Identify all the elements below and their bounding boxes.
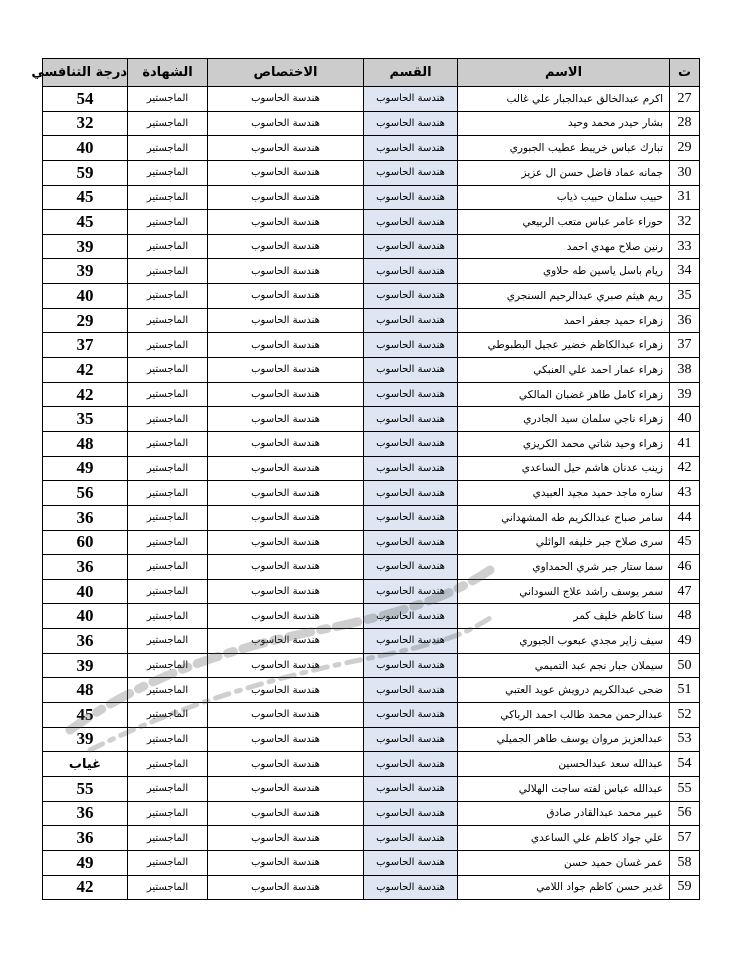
row-cert-cell: الماجستير — [128, 752, 208, 777]
row-score-cell: 56 — [43, 481, 128, 506]
row-cert-cell: الماجستير — [128, 826, 208, 851]
row-spec-cell: هندسة الحاسوب — [208, 481, 364, 506]
table-row — [43, 530, 700, 555]
table-row — [43, 826, 700, 851]
row-name-cell: زهراء عبدالكاظم خضير عجيل البطبوطي — [458, 333, 670, 358]
row-cert-cell: الماجستير — [128, 850, 208, 875]
row-dept-cell: هندسة الحاسوب — [364, 407, 458, 432]
row-cert-cell: الماجستير — [128, 234, 208, 259]
row-score-cell: 36 — [43, 505, 128, 530]
row-cert-cell: الماجستير — [128, 407, 208, 432]
row-spec-cell: هندسة الحاسوب — [208, 234, 364, 259]
row-dept-cell: هندسة الحاسوب — [364, 530, 458, 555]
row-num-cell: 45 — [670, 530, 700, 555]
row-spec-cell: هندسة الحاسوب — [208, 678, 364, 703]
row-cert-cell: الماجستير — [128, 431, 208, 456]
row-dept-cell: هندسة الحاسوب — [364, 703, 458, 728]
row-dept-cell: هندسة الحاسوب — [364, 653, 458, 678]
row-dept-cell: هندسة الحاسوب — [364, 136, 458, 161]
table-row — [43, 87, 700, 112]
table-row — [43, 234, 700, 259]
row-name-cell: ضحى عبدالكريم درويش عويد العتبي — [458, 678, 670, 703]
row-dept-cell: هندسة الحاسوب — [364, 308, 458, 333]
table-row — [43, 111, 700, 136]
row-score-cell: 35 — [43, 407, 128, 432]
row-score-cell: 45 — [43, 703, 128, 728]
row-num-cell: 40 — [670, 407, 700, 432]
row-dept-cell: هندسة الحاسوب — [364, 579, 458, 604]
row-dept-cell: هندسة الحاسوب — [364, 431, 458, 456]
row-name-cell: حوراء عامر عباس متعب الربيعي — [458, 210, 670, 235]
header-score: درجة التنافسي — [43, 59, 128, 87]
row-dept-cell: هندسة الحاسوب — [364, 284, 458, 309]
row-score-cell: 39 — [43, 653, 128, 678]
header-num: ت — [670, 59, 700, 87]
row-dept-cell: هندسة الحاسوب — [364, 111, 458, 136]
table-row — [43, 801, 700, 826]
row-num-cell: 32 — [670, 210, 700, 235]
row-num-cell: 44 — [670, 505, 700, 530]
header-dept: القسم — [364, 59, 458, 87]
row-spec-cell: هندسة الحاسوب — [208, 456, 364, 481]
row-spec-cell: هندسة الحاسوب — [208, 579, 364, 604]
row-spec-cell: هندسة الحاسوب — [208, 407, 364, 432]
table-row — [43, 333, 700, 358]
row-name-cell: ريم هيثم صبري عبدالرحيم السنجري — [458, 284, 670, 309]
table-row — [43, 185, 700, 210]
row-score-cell: 37 — [43, 333, 128, 358]
row-name-cell: عبير محمد عبدالقادر صادق — [458, 801, 670, 826]
table-row — [43, 505, 700, 530]
row-score-cell: 45 — [43, 185, 128, 210]
row-cert-cell: الماجستير — [128, 801, 208, 826]
row-score-cell: 39 — [43, 259, 128, 284]
row-num-cell: 31 — [670, 185, 700, 210]
row-spec-cell: هندسة الحاسوب — [208, 87, 364, 112]
table-row — [43, 776, 700, 801]
row-spec-cell: هندسة الحاسوب — [208, 801, 364, 826]
row-score-cell: 36 — [43, 801, 128, 826]
table-row — [43, 259, 700, 284]
table-row — [43, 653, 700, 678]
row-name-cell: سنا كاظم خليف كمر — [458, 604, 670, 629]
row-spec-cell: هندسة الحاسوب — [208, 555, 364, 580]
table-row — [43, 358, 700, 383]
row-spec-cell: هندسة الحاسوب — [208, 358, 364, 383]
row-dept-cell: هندسة الحاسوب — [364, 358, 458, 383]
row-num-cell: 27 — [670, 87, 700, 112]
row-name-cell: غدير حسن كاظم جواد اللامي — [458, 875, 670, 900]
table-row — [43, 703, 700, 728]
row-num-cell: 41 — [670, 431, 700, 456]
row-name-cell: سما ستار جبر شري الحمداوي — [458, 555, 670, 580]
row-name-cell: عبدالله عباس لفته ساجت الهلالي — [458, 776, 670, 801]
row-cert-cell: الماجستير — [128, 308, 208, 333]
row-dept-cell: هندسة الحاسوب — [364, 850, 458, 875]
row-score-cell: 36 — [43, 555, 128, 580]
row-spec-cell: هندسة الحاسوب — [208, 703, 364, 728]
row-cert-cell: الماجستير — [128, 284, 208, 309]
row-dept-cell: هندسة الحاسوب — [364, 752, 458, 777]
row-score-cell: 39 — [43, 727, 128, 752]
row-cert-cell: الماجستير — [128, 629, 208, 654]
row-dept-cell: هندسة الحاسوب — [364, 160, 458, 185]
row-cert-cell: الماجستير — [128, 604, 208, 629]
row-score-cell: 48 — [43, 431, 128, 456]
row-name-cell: سيف زاير مجدي عبعوب الجبوري — [458, 629, 670, 654]
row-score-cell: 48 — [43, 678, 128, 703]
row-dept-cell: هندسة الحاسوب — [364, 505, 458, 530]
row-score-cell: 36 — [43, 826, 128, 851]
row-dept-cell: هندسة الحاسوب — [364, 382, 458, 407]
row-num-cell: 39 — [670, 382, 700, 407]
table-row — [43, 382, 700, 407]
row-score-cell: 42 — [43, 382, 128, 407]
row-dept-cell: هندسة الحاسوب — [364, 801, 458, 826]
row-cert-cell: الماجستير — [128, 530, 208, 555]
row-name-cell: تبارك عباس خريبط عطيب الجبوري — [458, 136, 670, 161]
row-spec-cell: هندسة الحاسوب — [208, 604, 364, 629]
row-spec-cell: هندسة الحاسوب — [208, 333, 364, 358]
row-score-cell: 49 — [43, 456, 128, 481]
row-score-cell: 29 — [43, 308, 128, 333]
table-row — [43, 407, 700, 432]
row-num-cell: 53 — [670, 727, 700, 752]
row-name-cell: علي جواد كاظم علي الساعدي — [458, 826, 670, 851]
row-cert-cell: الماجستير — [128, 653, 208, 678]
row-num-cell: 34 — [670, 259, 700, 284]
row-cert-cell: الماجستير — [128, 382, 208, 407]
table-row — [43, 555, 700, 580]
row-name-cell: زهراء كامل طاهر غضبان المالكي — [458, 382, 670, 407]
table-row — [43, 284, 700, 309]
row-num-cell: 28 — [670, 111, 700, 136]
row-dept-cell: هندسة الحاسوب — [364, 456, 458, 481]
row-score-cell: 36 — [43, 629, 128, 654]
table-row — [43, 850, 700, 875]
table-row — [43, 136, 700, 161]
row-num-cell: 54 — [670, 752, 700, 777]
row-name-cell: سرى صلاح جبر خليفه الوائلي — [458, 530, 670, 555]
row-spec-cell: هندسة الحاسوب — [208, 111, 364, 136]
row-num-cell: 36 — [670, 308, 700, 333]
row-name-cell: عمر غسان حميد حسن — [458, 850, 670, 875]
row-spec-cell: هندسة الحاسوب — [208, 210, 364, 235]
row-cert-cell: الماجستير — [128, 703, 208, 728]
table-row — [43, 160, 700, 185]
table-row — [43, 481, 700, 506]
row-cert-cell: الماجستير — [128, 333, 208, 358]
row-spec-cell: هندسة الحاسوب — [208, 875, 364, 900]
row-score-cell: 45 — [43, 210, 128, 235]
row-name-cell: سمر يوسف راشد علاج السوداني — [458, 579, 670, 604]
row-num-cell: 47 — [670, 579, 700, 604]
row-num-cell: 38 — [670, 358, 700, 383]
row-cert-cell: الماجستير — [128, 185, 208, 210]
row-spec-cell: هندسة الحاسوب — [208, 727, 364, 752]
row-num-cell: 48 — [670, 604, 700, 629]
row-spec-cell: هندسة الحاسوب — [208, 629, 364, 654]
row-num-cell: 42 — [670, 456, 700, 481]
row-spec-cell: هندسة الحاسوب — [208, 530, 364, 555]
row-name-cell: زهراء ناجي سلمان سيد الجادري — [458, 407, 670, 432]
row-score-cell: 49 — [43, 850, 128, 875]
row-spec-cell: هندسة الحاسوب — [208, 160, 364, 185]
row-spec-cell: هندسة الحاسوب — [208, 505, 364, 530]
row-num-cell: 49 — [670, 629, 700, 654]
row-spec-cell: هندسة الحاسوب — [208, 259, 364, 284]
results-table — [31, 58, 700, 900]
row-num-cell: 58 — [670, 850, 700, 875]
row-dept-cell: هندسة الحاسوب — [364, 185, 458, 210]
row-dept-cell: هندسة الحاسوب — [364, 629, 458, 654]
row-cert-cell: الماجستير — [128, 136, 208, 161]
row-name-cell: اكرم عبدالخالق عبدالجبار علي غالب — [458, 87, 670, 112]
table-row — [43, 308, 700, 333]
row-spec-cell: هندسة الحاسوب — [208, 284, 364, 309]
table-row — [43, 604, 700, 629]
row-spec-cell: هندسة الحاسوب — [208, 653, 364, 678]
row-num-cell: 51 — [670, 678, 700, 703]
row-score-cell: 60 — [43, 530, 128, 555]
header-row — [43, 59, 700, 87]
row-num-cell: 33 — [670, 234, 700, 259]
header-spec: الاختصاص — [208, 59, 364, 87]
row-name-cell: زهراء حميد جعفر احمد — [458, 308, 670, 333]
row-dept-cell: هندسة الحاسوب — [364, 333, 458, 358]
row-spec-cell: هندسة الحاسوب — [208, 185, 364, 210]
row-name-cell: ساره ماجد حميد مجيد العبيدي — [458, 481, 670, 506]
table-row — [43, 456, 700, 481]
row-spec-cell: هندسة الحاسوب — [208, 752, 364, 777]
row-spec-cell: هندسة الحاسوب — [208, 136, 364, 161]
header-cert: الشهادة — [128, 59, 208, 87]
table-row — [43, 579, 700, 604]
row-cert-cell: الماجستير — [128, 481, 208, 506]
row-score-cell: 54 — [43, 87, 128, 112]
row-num-cell: 37 — [670, 333, 700, 358]
row-name-cell: عبدالعزيز مروان يوسف طاهر الجميلي — [458, 727, 670, 752]
row-cert-cell: الماجستير — [128, 505, 208, 530]
row-name-cell: عبدالله سعد عبدالحسين — [458, 752, 670, 777]
row-score-cell: 32 — [43, 111, 128, 136]
row-cert-cell: الماجستير — [128, 555, 208, 580]
row-num-cell: 46 — [670, 555, 700, 580]
row-num-cell: 29 — [670, 136, 700, 161]
table-row — [43, 875, 700, 900]
row-dept-cell: هندسة الحاسوب — [364, 87, 458, 112]
row-cert-cell: الماجستير — [128, 579, 208, 604]
row-score-cell: 40 — [43, 284, 128, 309]
row-num-cell: 57 — [670, 826, 700, 851]
row-cert-cell: الماجستير — [128, 456, 208, 481]
row-score-cell: 40 — [43, 579, 128, 604]
row-num-cell: 52 — [670, 703, 700, 728]
row-spec-cell: هندسة الحاسوب — [208, 382, 364, 407]
row-dept-cell: هندسة الحاسوب — [364, 259, 458, 284]
row-cert-cell: الماجستير — [128, 160, 208, 185]
row-dept-cell: هندسة الحاسوب — [364, 776, 458, 801]
row-cert-cell: الماجستير — [128, 210, 208, 235]
row-score-cell: 39 — [43, 234, 128, 259]
row-cert-cell: الماجستير — [128, 259, 208, 284]
row-dept-cell: هندسة الحاسوب — [364, 555, 458, 580]
header-name: الاسم — [458, 59, 670, 87]
row-cert-cell: الماجستير — [128, 678, 208, 703]
table-row — [43, 210, 700, 235]
row-score-cell: 40 — [43, 604, 128, 629]
table-row — [43, 431, 700, 456]
row-score-cell: 40 — [43, 136, 128, 161]
row-dept-cell: هندسة الحاسوب — [364, 875, 458, 900]
row-dept-cell: هندسة الحاسوب — [364, 481, 458, 506]
row-name-cell: بشار حيدر محمد وحيد — [458, 111, 670, 136]
row-name-cell: حبيب سلمان حبيب ذياب — [458, 185, 670, 210]
table-row — [43, 629, 700, 654]
row-name-cell: زهراء عمار احمد علي العنبكي — [458, 358, 670, 383]
table-row — [43, 752, 700, 777]
row-num-cell: 55 — [670, 776, 700, 801]
row-dept-cell: هندسة الحاسوب — [364, 678, 458, 703]
row-spec-cell: هندسة الحاسوب — [208, 776, 364, 801]
row-spec-cell: هندسة الحاسوب — [208, 850, 364, 875]
table-row — [43, 727, 700, 752]
row-cert-cell: الماجستير — [128, 875, 208, 900]
row-cert-cell: الماجستير — [128, 727, 208, 752]
row-dept-cell: هندسة الحاسوب — [364, 604, 458, 629]
row-name-cell: سيملان جبار نجم عبد التميمي — [458, 653, 670, 678]
row-cert-cell: الماجستير — [128, 358, 208, 383]
row-cert-cell: الماجستير — [128, 87, 208, 112]
table-row — [43, 678, 700, 703]
row-name-cell: رنين صلاح مهدي احمد — [458, 234, 670, 259]
row-name-cell: زهراء وحيد شاتي محمد الكريزي — [458, 431, 670, 456]
row-num-cell: 56 — [670, 801, 700, 826]
row-name-cell: ريام باسل ياسين طه حلاوي — [458, 259, 670, 284]
row-dept-cell: هندسة الحاسوب — [364, 826, 458, 851]
row-spec-cell: هندسة الحاسوب — [208, 308, 364, 333]
row-num-cell: 35 — [670, 284, 700, 309]
results-sheet — [31, 58, 699, 900]
row-score-cell: 42 — [43, 875, 128, 900]
row-score-cell: 55 — [43, 776, 128, 801]
row-dept-cell: هندسة الحاسوب — [364, 727, 458, 752]
row-name-cell: سامر صباح عبدالكريم طه المشهداني — [458, 505, 670, 530]
row-cert-cell: الماجستير — [128, 111, 208, 136]
row-num-cell: 50 — [670, 653, 700, 678]
row-num-cell: 43 — [670, 481, 700, 506]
row-num-cell: 30 — [670, 160, 700, 185]
row-name-cell: جمانه عماد فاضل حسن ال عزيز — [458, 160, 670, 185]
row-name-cell: زينب عدنان هاشم حيل الساعدي — [458, 456, 670, 481]
row-num-cell: 59 — [670, 875, 700, 900]
row-score-cell: 59 — [43, 160, 128, 185]
row-score-cell: غياب — [43, 752, 128, 777]
row-dept-cell: هندسة الحاسوب — [364, 234, 458, 259]
row-dept-cell: هندسة الحاسوب — [364, 210, 458, 235]
row-cert-cell: الماجستير — [128, 776, 208, 801]
row-spec-cell: هندسة الحاسوب — [208, 826, 364, 851]
row-score-cell: 42 — [43, 358, 128, 383]
row-spec-cell: هندسة الحاسوب — [208, 431, 364, 456]
row-name-cell: عبدالرحمن محمد طالب احمد الرباكي — [458, 703, 670, 728]
table-body — [43, 87, 700, 900]
